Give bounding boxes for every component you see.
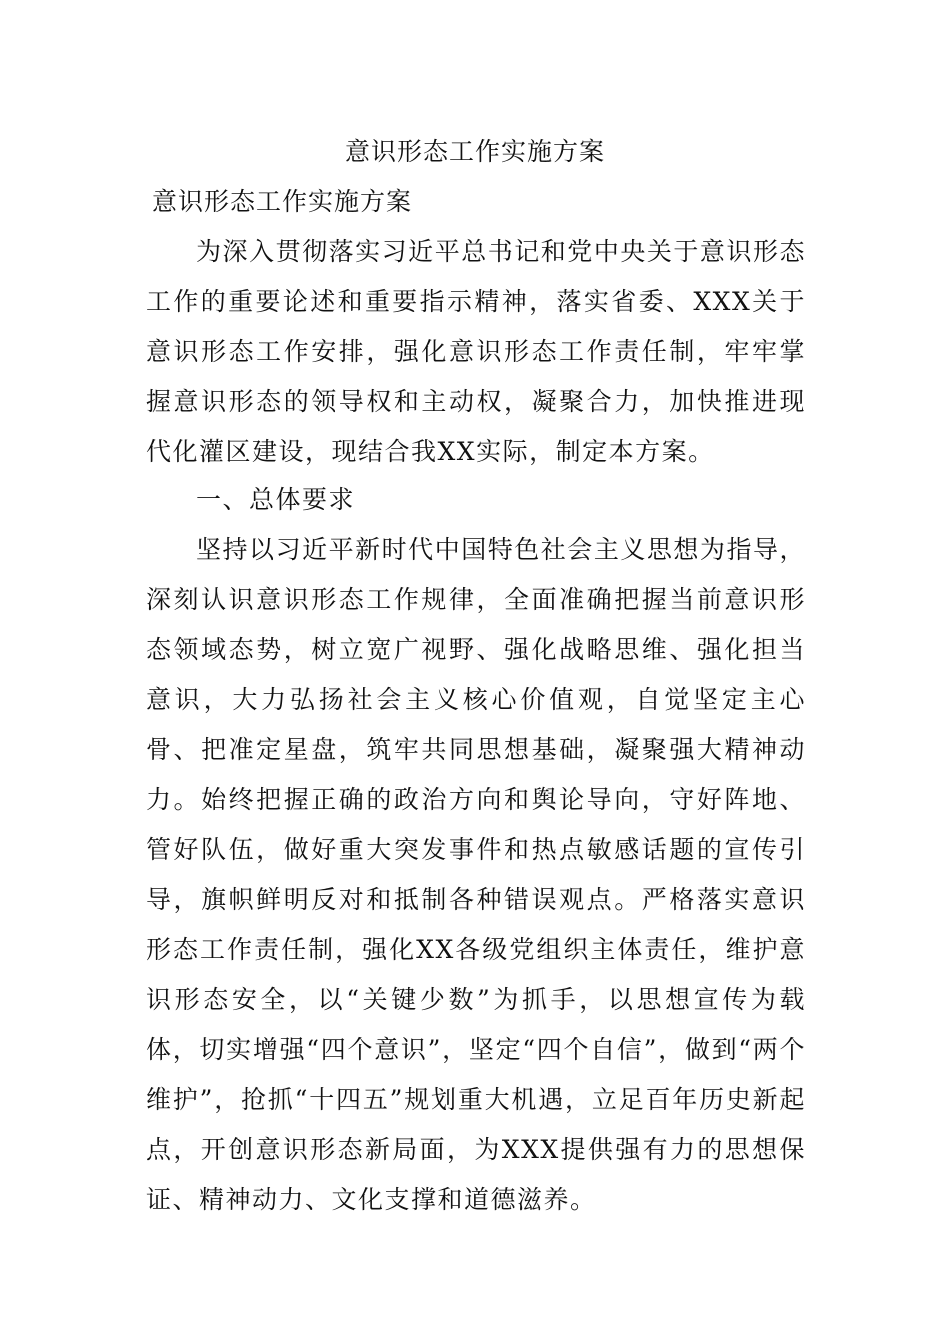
intro-paragraph: 为深入贯彻落实习近平总书记和党中央关于意识形态工作的重要论述和重要指示精神，落实省委、XXX关于意识形态工作安排，强化意识形态工作责任制，牢牢掌握意识形态的领导权和主动权，凝聚合力，加快推进现代化灌区建设，现结合我XX实际，制定本方案。	[146, 237, 806, 466]
section-paragraph: 坚持以习近平新时代中国特色社会主义思想为指导，深刻认识意识形态工作规律，全面准确把握当前意识形态领域态势，树立宽广视野、强化战略思维、强化担当意识，大力弘扬社会主义核心价值观，自觉坚定主心骨、把准定星盘，筑牢共同思想基础，凝聚强大精神动力。始终把握正确的政治方向和舆论导向，守好阵地、管好队伍，做好重大突发事件和热点敏感话题的宣传引导，旗帜鲜明反对和抵制各种错误观点。严格落实意识形态工作责任制，强化XX各级党组织主体责任，维护意识形态安全，以“关键少数”为抓手，以思想宣传为载体，切实增强“四个意识”，坚定“四个自信”，做到“两个维护”，抢抓“十四五”规划重大机遇，立足百年历史新起点，开创意识形态新局面，为XXX提供强有力的思想保证、精神动力、文化支撑和道德滋养。	[146, 535, 806, 1214]
document-subtitle: 意识形态工作实施方案	[152, 187, 413, 216]
section-heading: 一、总体要求	[196, 485, 356, 514]
document-title: 意识形态工作实施方案	[344, 137, 605, 166]
